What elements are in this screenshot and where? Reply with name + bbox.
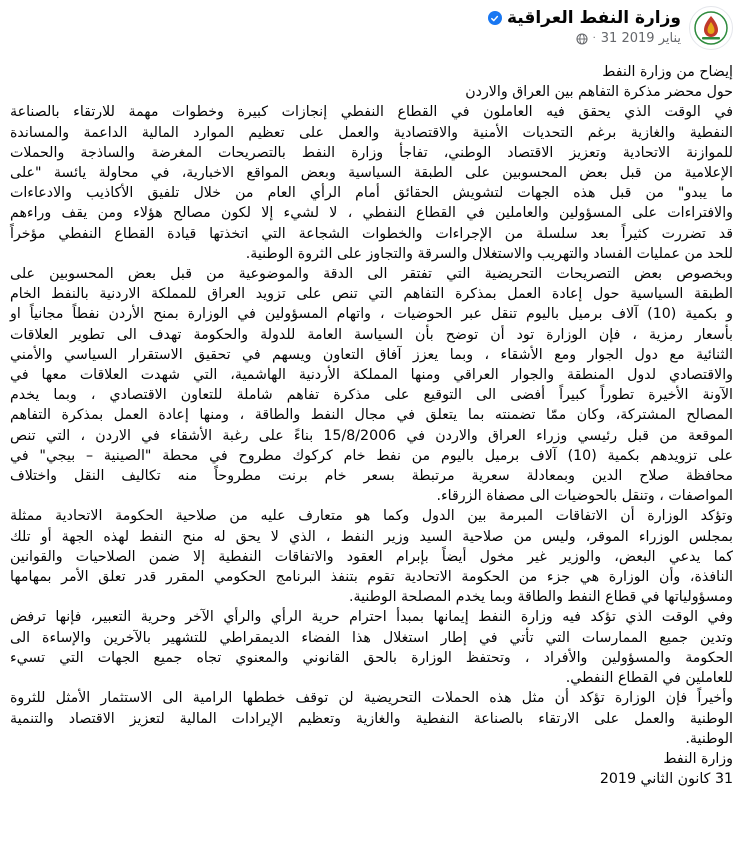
paragraph-line: و بكمية (10) آلاف برميل باليوم تنقل عبر الحوضيات ، واتهام المسؤولين في الوزارة بمنح الأردن نفطاً مجانياً او (10, 306, 733, 323)
paragraph-line: والاقتصادي لدول المنطقة والجوار العراقي ومنها المملكة الأردنية الهاشمية، التي شهدت العلاقات معها في (10, 367, 733, 384)
post-title (10, 62, 733, 102)
signature-date: 31 كانون الثاني 2019 (599, 771, 733, 788)
paragraph-line: على تزويدهم بكمية (10) آلاف برميل باليوم من نفط خام كركوك مطروح في محطة "الصينية – بيجي" في (10, 447, 734, 464)
globe-icon (576, 33, 588, 45)
paragraph-line: النافذة، وأن الوزارة هي جزء من الحكومة الاتحادية تقوم بتنفذ البرنامج الحكومي المقرر قدر تعلق الأمر بمهامها (10, 569, 733, 586)
paragraph-line: ما يبدو" من قبل هذه الجهات لتشويش الحقائق أمام الرأي العام من خلال تلفيق الأكاذيب والادعاءات (10, 185, 733, 202)
paragraph-line: الوطنية والعمل على الارتقاء بالصناعة النفطية والغازية وتعظيم الإيرادات المالية لتعزيز الاقتصاد والتنمية (10, 710, 733, 727)
signature-line: وزارة النفط (663, 750, 733, 767)
paragraph-line: للموازنة الاتحادية وتعزيز الاقتصاد الوطني، تفاجأ وزارة النفط بالتصريحات المغرضة والساذجة والحملات (10, 144, 733, 161)
paragraph-line: الوطنية. (685, 730, 733, 747)
paragraph-line: محافظة صلاح الدين وبمعادلة سعرية مرتبطة بسعر خام برنت مطروحاً منه تكاليف النقل واختلاف (10, 468, 733, 485)
page-avatar[interactable] (689, 6, 733, 50)
paragraph-line: الحكومة والمسؤولين والأفراد ، وتحتفظ الوزارة بالحق القانوني والمعنوي تجاه جميع الجهات التي تسيء (10, 649, 733, 666)
post-meta (488, 6, 681, 46)
post-paragraph (10, 688, 733, 749)
meta-separator: · (592, 33, 596, 44)
paragraph-line: وفي الوقت الذي تؤكد فيه وزارة النفط إيمانها بمبدأ احترام حرية الرأي والرأي الآخر وحرية التعبير، فإنها ترفض (10, 609, 733, 626)
paragraph-line: النفطية والغازية برغم التحديات الأمنية والاقتصادية والعمل على تعظيم الموارد المالية الداعمة والمساندة (10, 124, 733, 141)
post-paragraph (10, 607, 733, 688)
paragraph-line: الآونة الأخيرة تطوراً كبيراً أفضى الى التوقيع على مذكرة تفاهم شاملة للتعاون الاقتصادي ، وبما يخدم (10, 387, 733, 404)
post-paragraph (10, 102, 733, 264)
paragraph-line: المواصفات ، وتنقل بالحوضيات الى مصفاة الزرقاء. (436, 488, 733, 505)
post-paragraphs (10, 102, 733, 749)
paragraph-line: الطبقة السياسية حول إعادة العمل بمذكرة التفاهم التي تنص على تزويد العراق للمملكة الاردنية بالنفط الخام (10, 286, 733, 303)
paragraph-line: بأسعار رمزية ، فإن الوزارة تود أن توضح بأن السياسة العامة للدولة والحكومة تهدف الى تطوير العلاقات (10, 326, 733, 343)
title-line: إيضاح من وزارة النفط (602, 64, 733, 80)
paragraph-line: وأخيراً فإن الوزارة تؤكد أن مثل هذه الحملات التحريضية لن توقف خططها الرامية الى الاستثمار الأمثل للثروة (10, 690, 733, 707)
paragraph-line: والافتراءات على المسؤولين والعاملين في القطاع النفطي ، لا لشيء إلا لكون مصالح هؤلاء ومن يقف وراءهم (10, 205, 733, 222)
paragraph-line: كما يدعي البعض، والوزير غير مخول أيضاً بإبرام العقود والاتفاقات النفطية إلا ضمن الصلاحيات والقوانين (10, 548, 733, 565)
paragraph-line: الإعلامية من قبل بعض المحسوبين على الطبقة السياسية وبعض المواقع الاخبارية، في محاولة يائسة "على (10, 165, 733, 182)
verified-check-icon (488, 11, 502, 25)
post-time-row (576, 31, 681, 46)
paragraph-line: وبخصوص بعض التصريحات التحريضية التي تفتقر الى الدقة والموضوعية من قبل بعض المحسوبين على (10, 266, 733, 283)
ministry-logo-icon (693, 10, 729, 46)
paragraph-line: للحد من عمليات الفساد والتهريب والاستغلال والسرقة والتجاوز على الثروة الوطنية. (245, 245, 733, 262)
post-body (10, 62, 733, 789)
paragraph-line: في الوقت الذي يحقق فيه العاملون في القطاع النفطي إنجازات كبيرة وخطوات مهمة للارتقاء بالصناعة (10, 104, 733, 121)
paragraph-line: بمجلس الوزراء الموقر، وليس من صلاحية السيد وزير النفط ، الذي لا يحق له منح النفط لهذه الجهة أو تلك (10, 528, 733, 545)
paragraph-line: وتؤكد الوزارة أن الاتفاقات المبرمة بين الدول وكما هو متعارف عليه من صلاحية الحكومة الاتحادية ممثلة (10, 508, 733, 525)
paragraph-line: للعاملين في القطاع النفطي. (565, 670, 733, 687)
post-paragraph (10, 506, 733, 607)
paragraph-line: قد تضررت كثيراً بعد سلسلة من الإجراءات والخطوات الشجاعة التي اتخذتها قيادة القطاع النفطي مؤخراً (10, 225, 733, 242)
paragraph-line: الثنائية مع دول الجوار ومع الأشقاء ، وبما يعزز آفاق التعاون ويسهم في تحقيق الاستقرار السياسي والأمني (10, 346, 733, 363)
paragraph-line: الموقعة من قبل رئيسي وزراء العراق والاردن في 15/8/2006 بناءً على رغبة الأشقاء في الاردن ، التي تنص (10, 427, 733, 444)
paragraph-line: المصالح المشتركة، وكان ممّا تضمنته بما يتعلق في مجال النفط والطاقة ، ومنها إعادة العمل بمذكرة التفاهم (10, 407, 733, 424)
paragraph-line: ومسؤولياتها في قطاع النفط والطاقة وبما يخدم المصلحة الوطنية. (348, 589, 733, 606)
post-signature (10, 749, 733, 789)
page-name[interactable]: وزارة النفط العراقية (506, 8, 681, 28)
title-line: حول محضر مذكرة التفاهم بين العراق والاردن (465, 84, 733, 101)
post-header (0, 0, 743, 56)
page-name-row (488, 8, 681, 28)
paragraph-line: وتدين جميع الممارسات التي تأتي في إطار استغلال هذا الفضاء الديمقراطي للتشهير بالآخرين والإساءة الى (10, 629, 733, 646)
post-timestamp[interactable]: 31 يناير 2019 (600, 31, 681, 46)
post-paragraph (10, 264, 733, 506)
